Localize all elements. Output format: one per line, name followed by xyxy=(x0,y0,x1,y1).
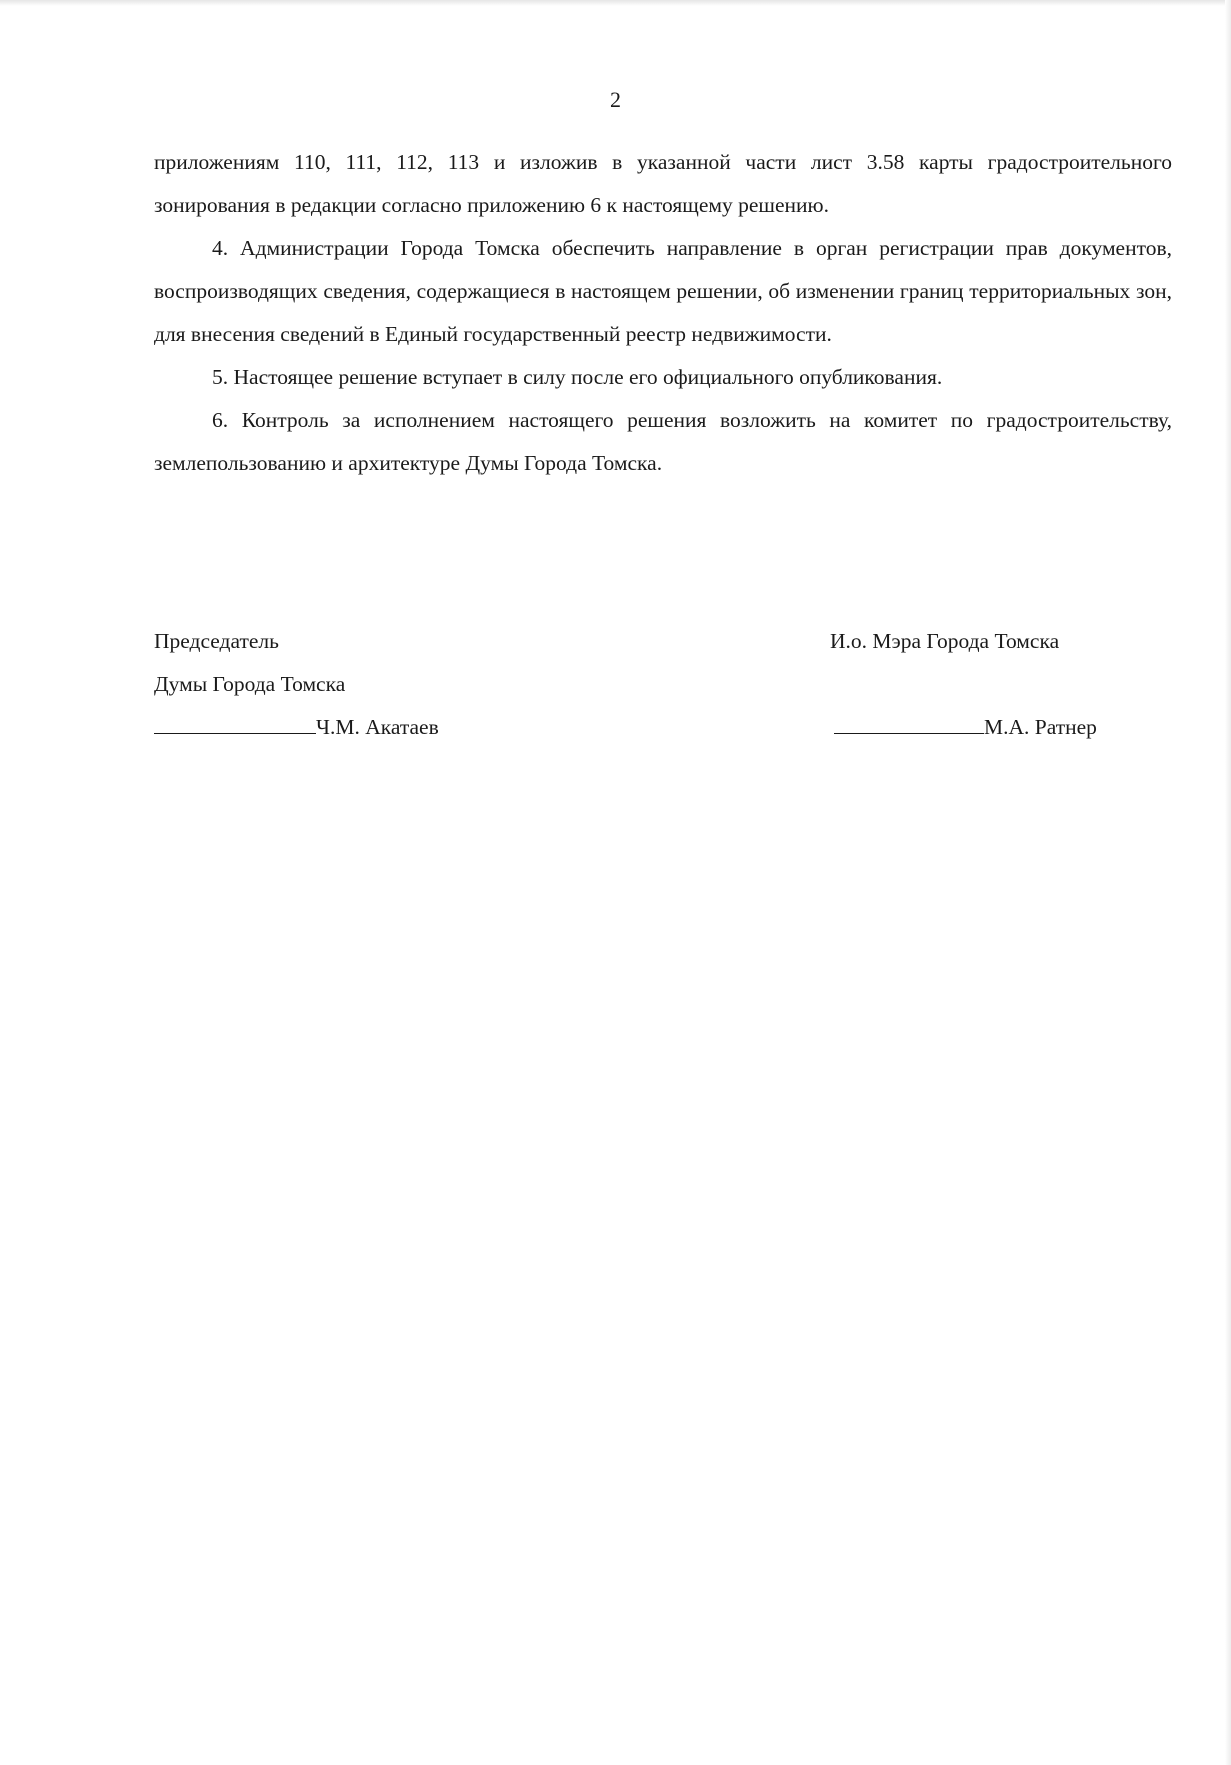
signatory-title-line2: Думы Города Томска xyxy=(154,672,346,696)
document-body xyxy=(154,141,1172,485)
signature-line xyxy=(154,709,316,734)
signature-spacer xyxy=(830,663,1190,706)
page-number: 2 xyxy=(610,87,621,112)
signature-line xyxy=(834,709,984,734)
signature-block-left xyxy=(154,620,574,749)
paragraph-item-6: 6. Контроль за исполнением настоящего решения возложить на комитет по градостроительству, землепользованию и архитектуре Думы Города Томска. xyxy=(154,408,1172,475)
paragraph-item-5: 5. Настоящее решение вступает в силу после его официального опубликования. xyxy=(212,365,943,389)
signatory-name: Ч.М. Акатаев xyxy=(316,715,439,739)
signatory-name: М.А. Ратнер xyxy=(984,715,1097,739)
signature-row-right xyxy=(830,706,1190,749)
signatory-title-line1: Председатель xyxy=(154,629,279,653)
scan-edge-right xyxy=(1225,0,1231,1765)
signature-row-left xyxy=(154,706,574,749)
signature-block-right xyxy=(830,620,1190,749)
scan-edge-top xyxy=(0,0,1231,6)
paragraph-item-4: 4. Администрации Города Томска обеспечить направление в орган регистрации прав документов, воспроизводящих сведения, содержащиеся в настоящем решении, об изменении границ территориальных зон, для внесения сведений в Единый государственный реестр недвижимости. xyxy=(154,236,1172,346)
signatory-title-line1: И.о. Мэра Города Томска xyxy=(830,629,1060,653)
paragraph-continuation: приложениям 110, 111, 112, 113 и изложив в указанной части лист 3.58 карты градостроительного зонирования в редакции согласно приложению 6 к настоящему решению. xyxy=(154,150,1172,217)
